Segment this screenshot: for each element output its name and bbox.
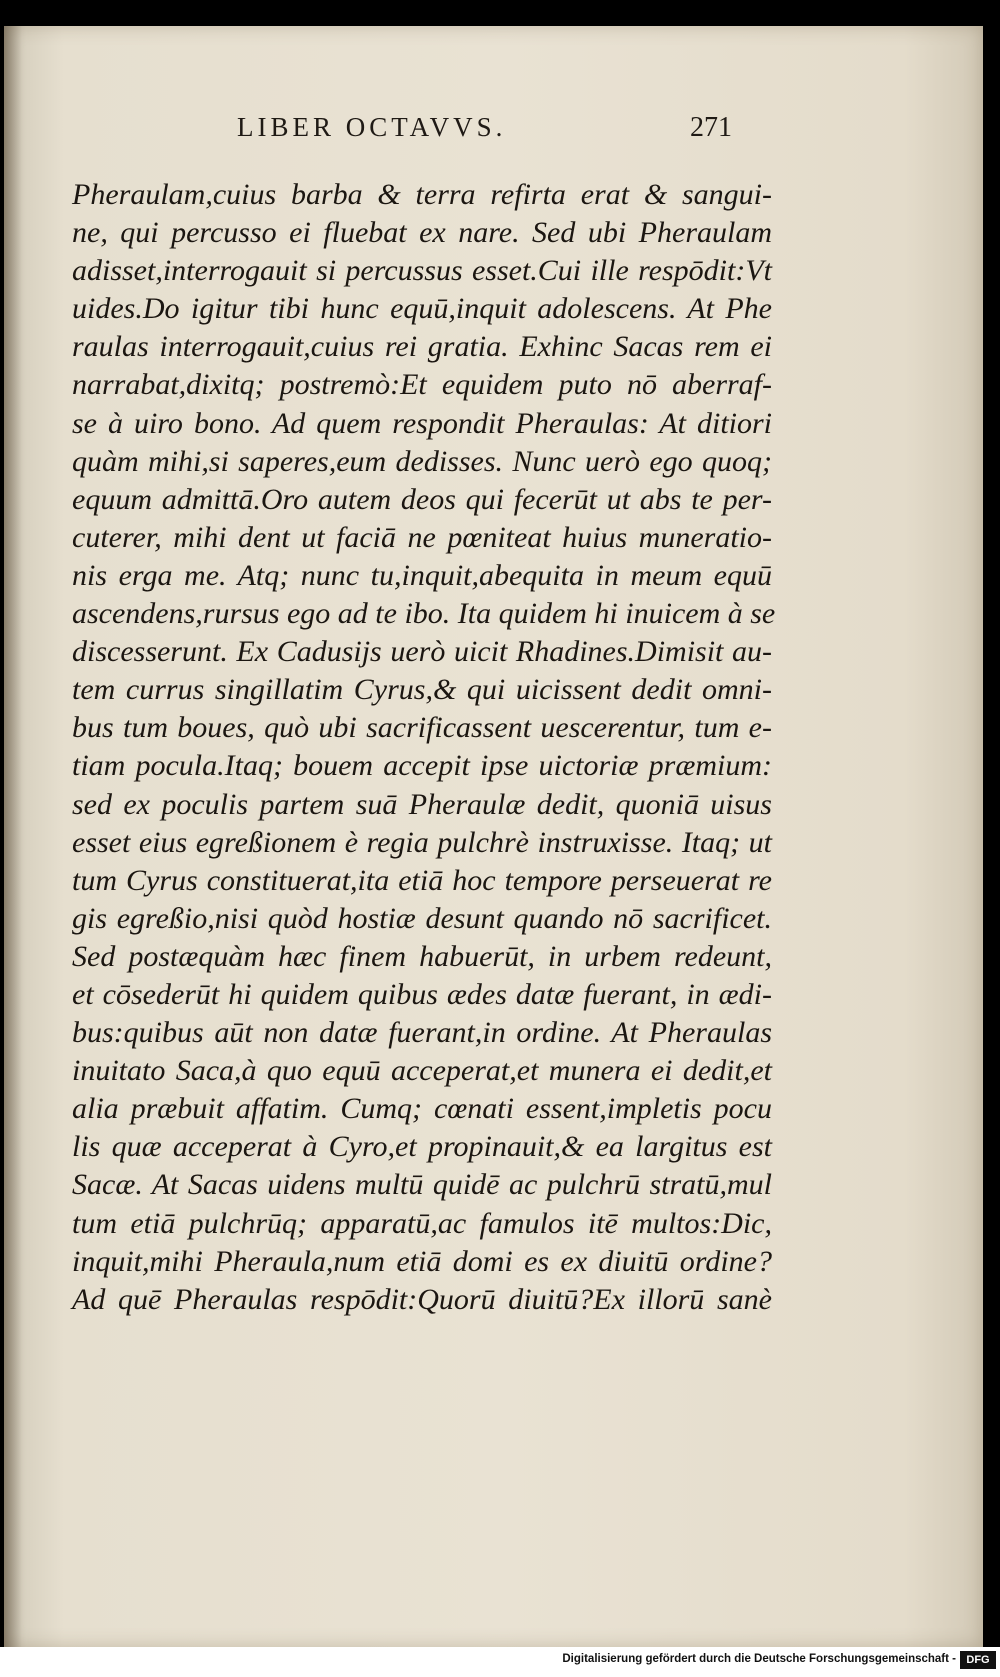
text-line: et cōsederūt hi quidem quibus ædes datæ fuerant, in ædi- (72, 977, 772, 1011)
page-number: 271 (690, 112, 732, 143)
text-line: nis erga me. Atq; nunc tu,inquit,abequita in meum equū (72, 558, 772, 592)
text-line: gis egreßio,nisi quòd hostiæ desunt quando nō sacrificet. (72, 901, 772, 935)
text-line: ne, qui percusso ei fluebat ex nare. Sed ubi Pheraulam (72, 216, 772, 250)
dfg-logo: DFG (960, 1651, 996, 1669)
text-line: tum Cyrus constituerat,ita etiā hoc tempore perseuerat re (72, 863, 772, 897)
text-line: equum admittā.Oro autem deos qui fecerūt ut abs te per- (72, 482, 772, 516)
text-line: sed ex poculis partem suā Pheraulæ dedit, quoniā uisus (72, 787, 772, 821)
text-line: Ad quē Pheraulas respōdit:Quorū diuitū?Ex illorū sanè (72, 1282, 772, 1316)
running-head (4, 112, 983, 152)
text-line: adisset,interrogauit si percussus esset.Cui ille respōdit:Vt (72, 254, 772, 288)
text-line: tum etiā pulchrūq; apparatū,ac famulos itē multos:Dic, (72, 1206, 772, 1240)
text-line: discesserunt. Ex Cadusijs uerò uicit Rhadines.Dimisit au- (72, 635, 772, 669)
text-line: inquit,mihi Pheraula,num etiā domi es ex diuitū ordine? (72, 1244, 772, 1278)
digitization-footer (0, 1647, 1000, 1677)
text-line: bus tum boues, quò ubi sacrificassent uescerentur, tum e- (72, 711, 772, 745)
text-line: inuitato Saca,à quo equū acceperat,et munera ei dedit,et (72, 1054, 772, 1088)
text-line: cuterer, mihi dent ut faciā ne pœniteat huius muneratio- (72, 520, 772, 554)
running-title: LIBER OCTAVVS. (237, 112, 507, 142)
text-line: se à uiro bono. Ad quem respondit Pheraulas: At ditiori (72, 406, 772, 440)
funding-credit: Digitalisierung gefördert durch die Deutsche Forschungsgemeinschaft - (562, 1653, 956, 1665)
text-line: Sed postæquàm hæc finem habuerūt, in urbem redeunt, (72, 939, 772, 973)
book-page (4, 26, 983, 1647)
text-line: narrabat,dixitq; postremò:Et equidem puto nō aberraf- (72, 368, 772, 402)
text-line: lis quæ acceperat à Cyro,et propinauit,& ea largitus est (72, 1130, 772, 1164)
text-line: tiam pocula.Itaq; bouem accepit ipse uictoriæ præmium: (72, 749, 772, 783)
text-line: alia præbuit affatim. Cumq; cœnati essent,impletis pocu (72, 1092, 772, 1126)
text-line: raulas interrogauit,cuius rei gratia. Exhinc Sacas rem ei (72, 330, 772, 364)
text-line: Sacæ. At Sacas uidens multū quidē ac pulchrū stratū,mul (72, 1168, 772, 1202)
text-line: quàm mihi,si saperes,eum dedisses. Nunc uerò ego quoq; (72, 444, 772, 478)
text-line: uides.Do igitur tibi hunc equū,inquit adolescens. At Phe (72, 292, 772, 326)
text-line: tem currus singillatim Cyrus,& qui uicissent dedit omni- (72, 673, 772, 707)
text-line: ascendens,rursus ego ad te ibo. Ita quidem hi inuicem à se (72, 597, 776, 631)
gutter-shadow (4, 26, 22, 1647)
text-line: bus:quibus aūt non datæ fuerant,in ordine. At Pheraulas (72, 1016, 772, 1050)
body-text (72, 176, 776, 1319)
text-line: esset eius egreßionem è regia pulchrè instruxisse. Itaq; ut (72, 825, 772, 859)
text-line: Pheraulam,cuius barba & terra refirta erat & sangui- (72, 178, 772, 211)
